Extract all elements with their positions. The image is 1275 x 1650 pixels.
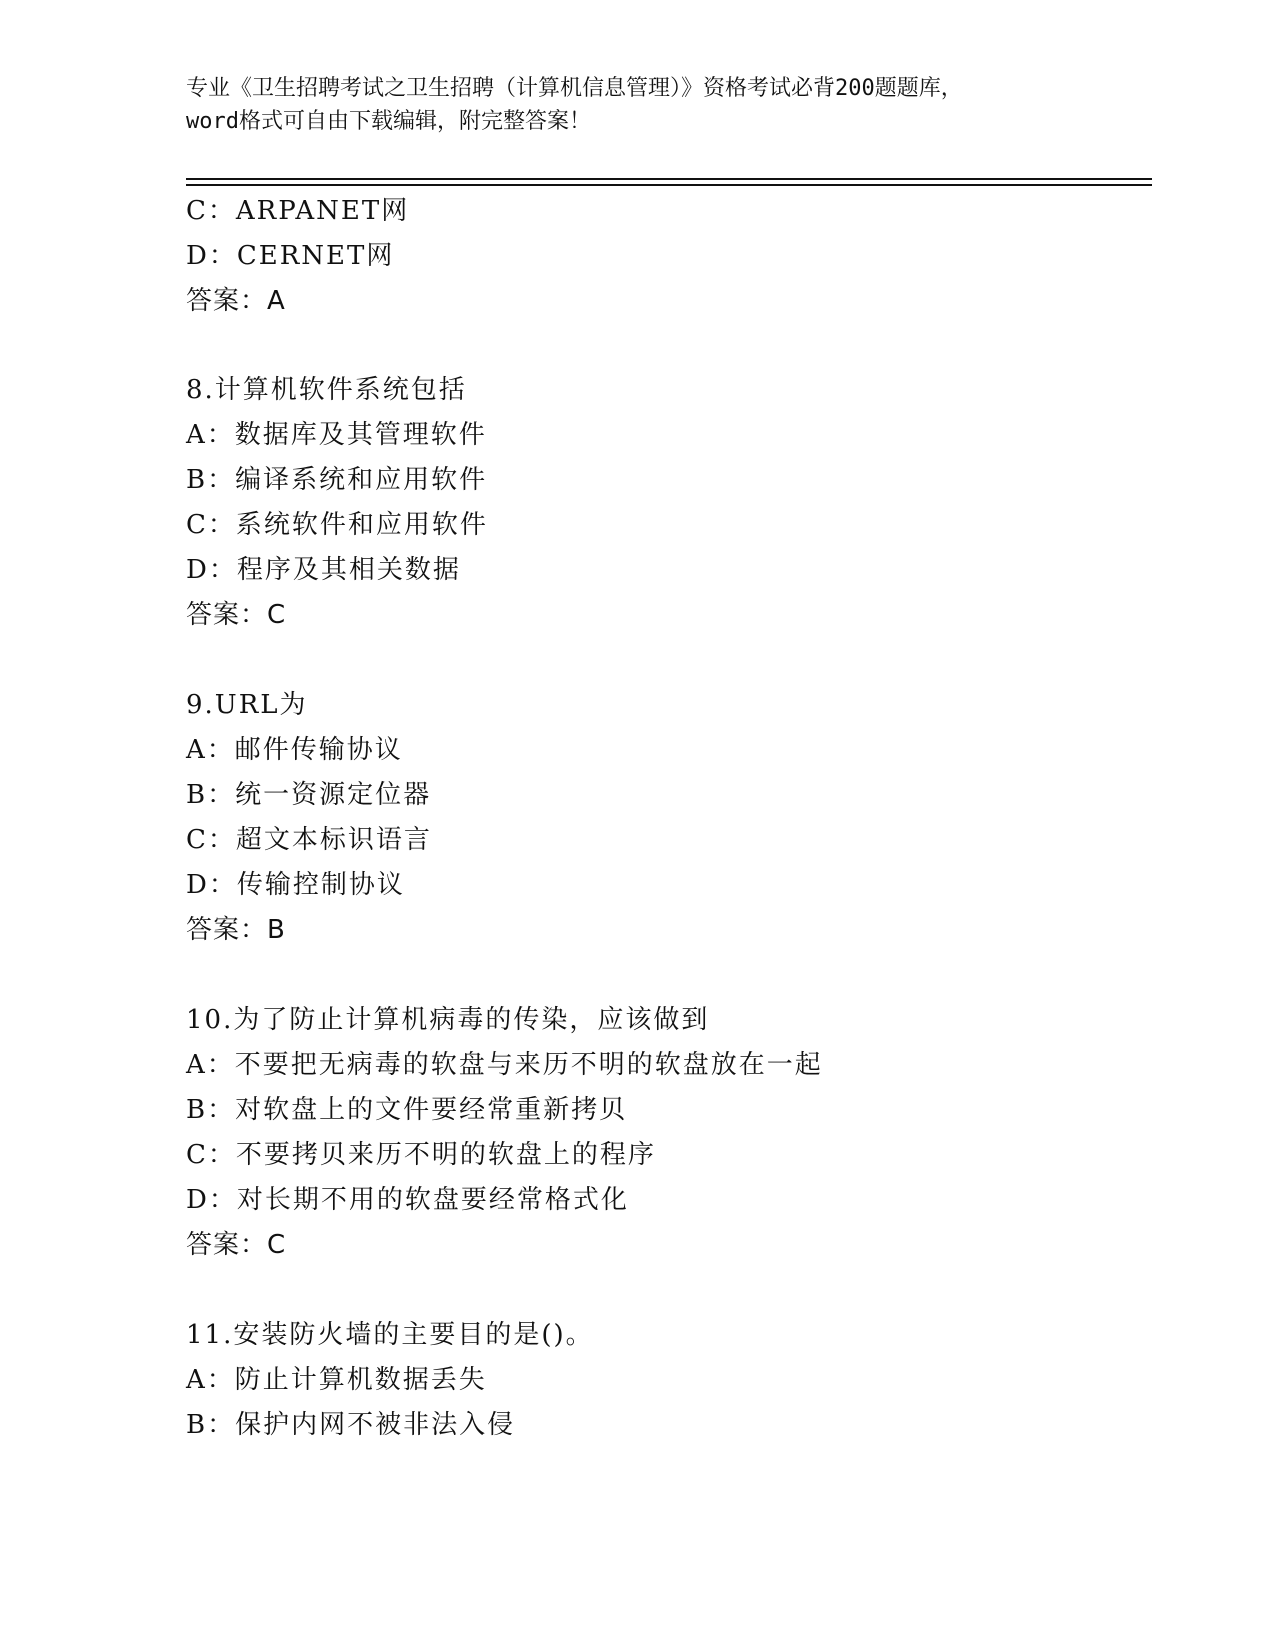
question-line: 10.为了防止计算机病毒的传染，应该做到 <box>186 1005 710 1035</box>
header-divider-bottom <box>186 184 1152 186</box>
answer-line: 答案：C <box>186 600 287 630</box>
question-line: 9.URL为 <box>186 690 308 720</box>
option-line: C：系统软件和应用软件 <box>186 510 488 540</box>
option-line: D：程序及其相关数据 <box>186 555 461 585</box>
option-line: A：防止计算机数据丢失 <box>186 1365 487 1395</box>
option-line: B：编译系统和应用软件 <box>186 465 488 495</box>
option-line: B：保护内网不被非法入侵 <box>186 1410 516 1440</box>
option-line: B：统一资源定位器 <box>186 780 432 810</box>
header-line-2: word格式可自由下载编辑，附完整答案！ <box>186 109 591 134</box>
option-line: A：不要把无病毒的软盘与来历不明的软盘放在一起 <box>186 1050 823 1080</box>
header-line-1: 专业《卫生招聘考试之卫生招聘（计算机信息管理）》资格考试必背200题题库， <box>186 76 963 101</box>
answer-line: 答案：A <box>186 286 286 316</box>
option-line: B：对软盘上的文件要经常重新拷贝 <box>186 1095 628 1125</box>
option-line: C：ARPANET网 <box>186 196 410 226</box>
header-divider-top <box>186 178 1152 180</box>
option-line: A：邮件传输协议 <box>186 735 403 765</box>
question-line: 11.安装防火墙的主要目的是()。 <box>186 1320 594 1350</box>
option-line: C：不要拷贝来历不明的软盘上的程序 <box>186 1140 656 1170</box>
answer-line: 答案：C <box>186 1230 287 1260</box>
option-line: D：CERNET网 <box>186 241 395 271</box>
option-line: C：超文本标识语言 <box>186 825 432 855</box>
option-line: D：传输控制协议 <box>186 870 405 900</box>
document-header <box>186 72 1146 138</box>
option-line: A：数据库及其管理软件 <box>186 420 487 450</box>
answer-line: 答案：B <box>186 915 286 945</box>
question-line: 8.计算机软件系统包括 <box>186 375 467 405</box>
option-line: D：对长期不用的软盘要经常格式化 <box>186 1185 629 1215</box>
